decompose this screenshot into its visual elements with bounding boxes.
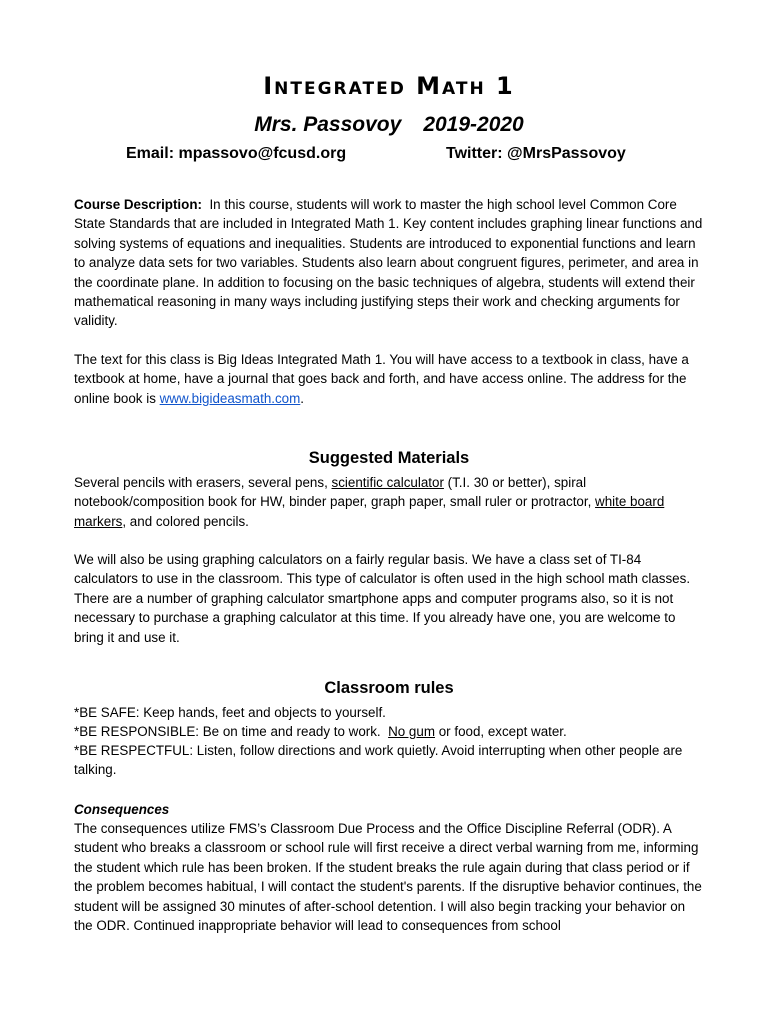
textbook-text: The text for this class is Big Ideas Integrated Math 1. You will have access to a textbook in class, have a textbook at home, have a journal that goes back and forth, and have access online. The address for the online book is	[74, 352, 689, 406]
no-gum-text: No gum	[388, 724, 435, 739]
materials-text-b: (T.I. 30 or better), spiral notebook/composition book for HW, binder paper, graph paper, small ruler or protractor,	[74, 475, 592, 510]
graphing-calculator-paragraph: We will also be using graphing calculators on a fairly regular basis. We have a class set of TI-84 calculators to use in the classroom. This type of calculator is often used in the high school math classes. There are a number of graphing calculator smartphone apps and computer programs also, so it is not necessary to purchase a graphing calculator at this time. If you already have one, you are welcome to bring it and use it.	[74, 552, 691, 645]
scientific-calculator-link[interactable]: scientific calculator	[331, 475, 444, 490]
rule-respectful: *BE RESPECTFUL: Listen, follow directions and work quietly. Avoid interrupting when other people are talking.	[74, 743, 683, 778]
rules-heading: Classroom rules	[324, 679, 454, 697]
rule-responsible	[74, 722, 704, 741]
teacher-name: Mrs. Passovoy	[254, 113, 402, 136]
materials-text-c: , and colored pencils.	[122, 513, 249, 529]
rule-safe: *BE SAFE: Keep hands, feet and objects to yourself.	[74, 705, 386, 720]
materials-paragraph	[74, 473, 704, 531]
rule-responsible-a: *BE RESPONSIBLE: Be on time and ready to work.	[74, 724, 381, 739]
materials-text-a: Several pencils with erasers, several pens,	[74, 475, 328, 490]
bigideasmath-link[interactable]: www.bigideasmath.com	[159, 390, 301, 406]
email-contact: Email: mpassovo@fcusd.org	[126, 145, 347, 162]
consequences-paragraph: The consequences utilize FMS’s Classroom Due Process and the Office Discipline Referral (ODR). A student who breaks a classroom or school rule will first receive a direct verbal warning from me, informing the student which rule has been broken. If the student breaks the rule again during that class period or if the problem becomes habitual, I will contact the student's parents. If the disruptive behavior continues, the student will be assigned 30 minutes of after-school detention. I will also begin tracking your behavior on the ODR. Continued inappropriate behavior will lead to consequences from school	[74, 821, 702, 934]
twitter-contact: Twitter: @MrsPassovoy	[446, 145, 626, 162]
textbook-end: .	[300, 390, 305, 406]
rule-responsible-b: or food, except water.	[438, 724, 567, 739]
course-description-text: In this course, students will work to master the high school level Common Core State Standards that are included in Integrated Math 1. Key content includes graphing linear functions and solving systems of equations and inequalities. Students are introduced to exponential functions and learn to analyze data sets for two variables. Students also learn about congruent figures, perimeter, and area in the coordinate plane. In addition to focusing on the basic techniques of algebra, students will extend their mathematical reasoning in many ways including justifying steps their work and checking arguments for validity.	[74, 197, 703, 329]
course-description-label: Course Description:	[74, 197, 202, 212]
whiteboard-markers-link[interactable]: white board markers	[74, 494, 665, 529]
textbook-paragraph	[74, 350, 704, 408]
materials-heading: Suggested Materials	[308, 449, 470, 467]
teacher-line	[74, 113, 704, 137]
course-title: Integrated Math 1	[263, 72, 515, 100]
consequences-heading: Consequences	[74, 802, 170, 817]
course-description	[74, 195, 704, 331]
school-year: 2019-2020	[423, 113, 524, 136]
